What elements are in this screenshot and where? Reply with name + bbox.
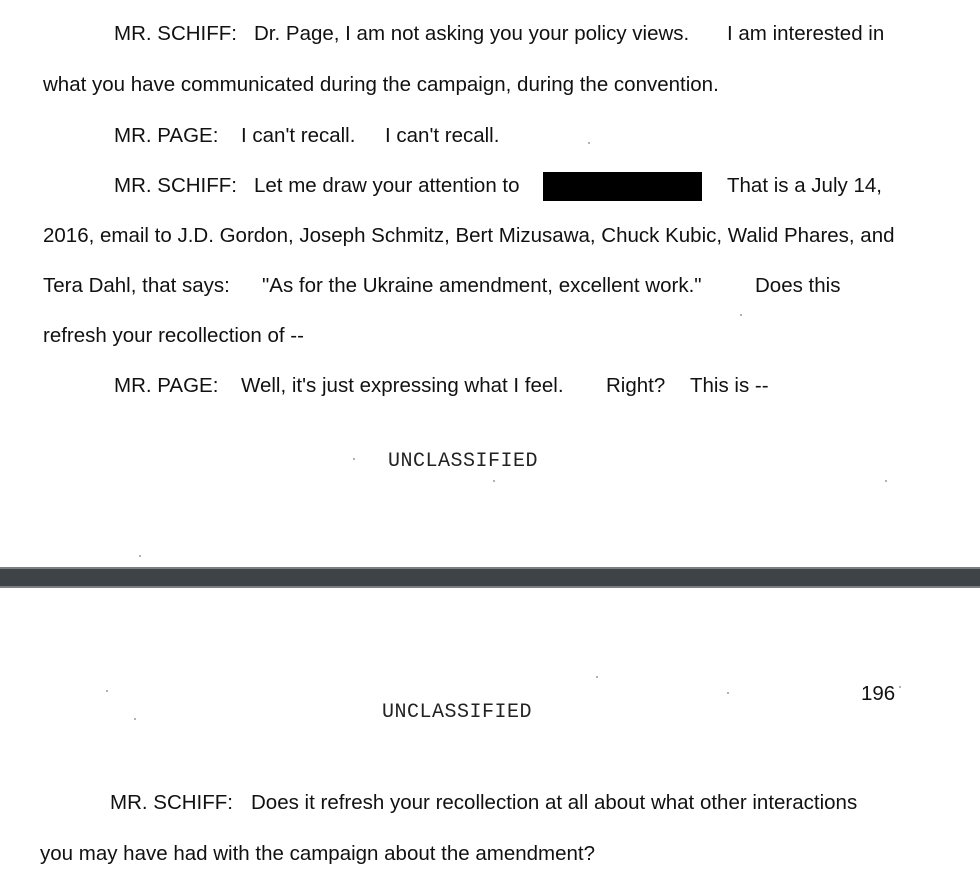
classification-marking: UNCLASSIFIED	[382, 701, 533, 724]
classification-marking: UNCLASSIFIED	[388, 450, 539, 473]
dialogue-text: This is --	[690, 374, 769, 397]
dialogue-text: That is a July 14,	[727, 174, 882, 197]
page-break-divider	[0, 569, 980, 586]
scan-speck	[493, 480, 495, 482]
dialogue-text: I am interested in	[727, 22, 885, 45]
scan-speck	[727, 692, 729, 694]
dialogue-text: Does this	[755, 274, 841, 297]
scan-speck	[353, 458, 355, 460]
speaker-label: MR. SCHIFF:	[114, 174, 237, 197]
scan-speck	[596, 676, 598, 678]
dialogue-text: Well, it's just expressing what I feel.	[241, 374, 564, 397]
scan-speck	[139, 555, 141, 557]
scan-speck	[588, 142, 590, 144]
scan-speck	[899, 686, 901, 688]
dialogue-text: Tera Dahl, that says:	[43, 274, 230, 297]
dialogue-text: Does it refresh your recollection at all about what other interactions	[251, 791, 858, 814]
scan-speck	[740, 314, 742, 316]
dialogue-text: you may have had with the campaign about the amendment?	[40, 842, 595, 865]
scan-speck	[885, 480, 887, 482]
dialogue-text: refresh your recollection of --	[43, 324, 304, 347]
dialogue-text: 2016, email to J.D. Gordon, Joseph Schmitz, Bert Mizusawa, Chuck Kubic, Walid Phares, and	[43, 224, 895, 247]
redaction-block	[543, 172, 702, 201]
dialogue-quote: "As for the Ukraine amendment, excellent work."	[262, 274, 702, 297]
dialogue-text: what you have communicated during the campaign, during the convention.	[43, 73, 719, 96]
speaker-label: MR. PAGE:	[114, 124, 219, 147]
dialogue-text: Dr. Page, I am not asking you your policy views.	[254, 22, 690, 45]
page-number: 196	[861, 682, 896, 705]
dialogue-text: Right?	[606, 374, 666, 397]
page-break-edge	[0, 586, 980, 588]
dialogue-text: I can't recall.	[241, 124, 356, 147]
dialogue-text: I can't recall.	[385, 124, 500, 147]
speaker-label: MR. SCHIFF:	[114, 22, 237, 45]
dialogue-text: Let me draw your attention to	[254, 174, 520, 197]
speaker-label: MR. SCHIFF:	[110, 791, 233, 814]
scan-speck	[106, 690, 108, 692]
scan-speck	[134, 718, 136, 720]
speaker-label: MR. PAGE:	[114, 374, 219, 397]
